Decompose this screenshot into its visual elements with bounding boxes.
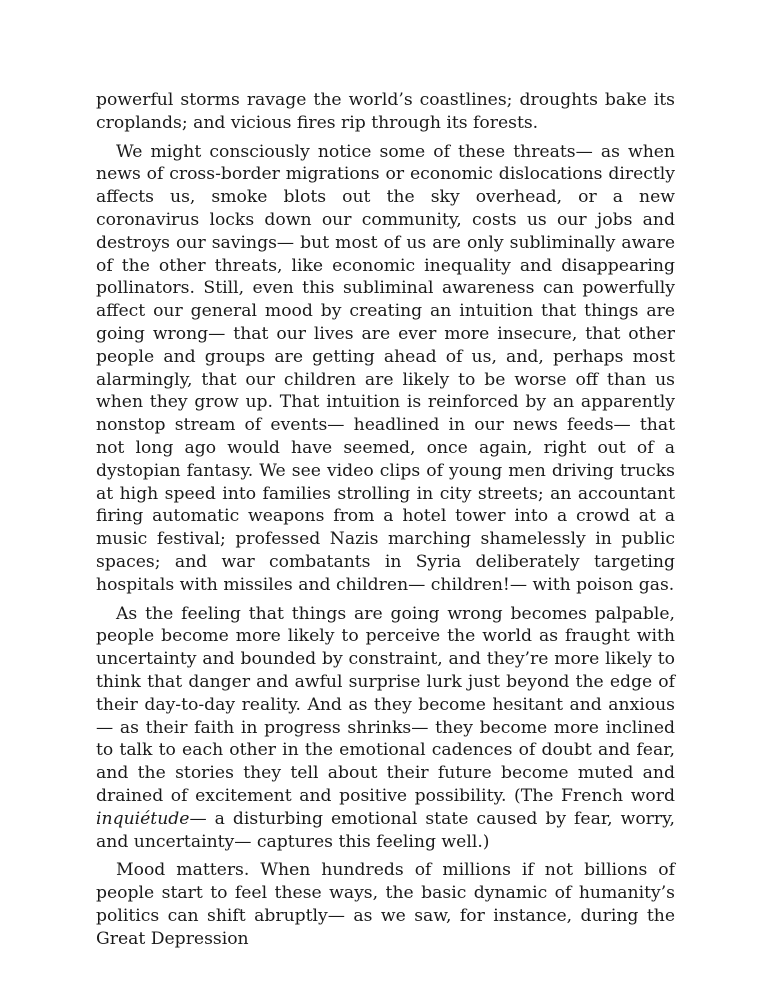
italic-term: inquiétude bbox=[96, 808, 190, 829]
paragraph-mood: Mood matters. When hundreds of millions if not billions of people start to feel these ways, the basic dynamic of humanity’s politics can shift abruptly— as we saw, for instance, during the Great Depression bbox=[96, 860, 675, 949]
paragraph-feeling bbox=[96, 603, 675, 854]
book-page bbox=[96, 89, 675, 956]
paragraph-feeling-text-before: As the feeling that things are going wrong becomes palpable, people become more likely to perceive the world as fraught with uncertainty and bounded by constraint, and they’re more likely to think that danger and awful surprise lurk just beyond the edge of their day-to-day reality. And as they become hesitant and anxious— as their faith in progress shrinks— they become more inclined to talk to each other in the emotional cadences of doubt and fear, and the stories they tell about their future become muted and drained of excitement and positive possibility. (The French word bbox=[96, 603, 675, 806]
paragraph-threats: We might consciously notice some of these threats— as when news of cross-border migrations or economic dislocations directly affects us, smoke blots out the sky overhead, or a new coronavirus locks down our community, costs us our jobs and destroys our savings— but most of us are only subliminally aware of the other threats, like economic inequality and disappearing pollinators. Still, even this subliminal awareness can powerfully affect our general mood by creating an intuition that things are going wrong— that our lives are ever more insecure, that other people and groups are getting ahead of us, and, perhaps most alarmingly, that our children are likely to be worse off than us when they grow up. That intuition is reinforced by an apparently nonstop stream of events— headlined in our news feeds— that not long ago would have seemed, once again, right out of a dystopian fantasy. We see video clips of young men driving trucks at high speed into families strolling in city streets; an accountant firing automatic weapons from a hotel tower into a crowd at a music festival; professed Nazis marching shamelessly in public spaces; and war combatants in Syria deliberately targeting hospitals with missiles and children— children!— with poison gas. bbox=[96, 141, 675, 595]
paragraph-continuation: powerful storms ravage the world’s coastlines; droughts bake its croplands; and vicious fires rip through its forests. bbox=[96, 90, 675, 133]
paragraph-feeling-text-after: — a disturbing emotional state caused by fear, worry, and uncertainty— captures this feeling well.) bbox=[96, 808, 675, 852]
